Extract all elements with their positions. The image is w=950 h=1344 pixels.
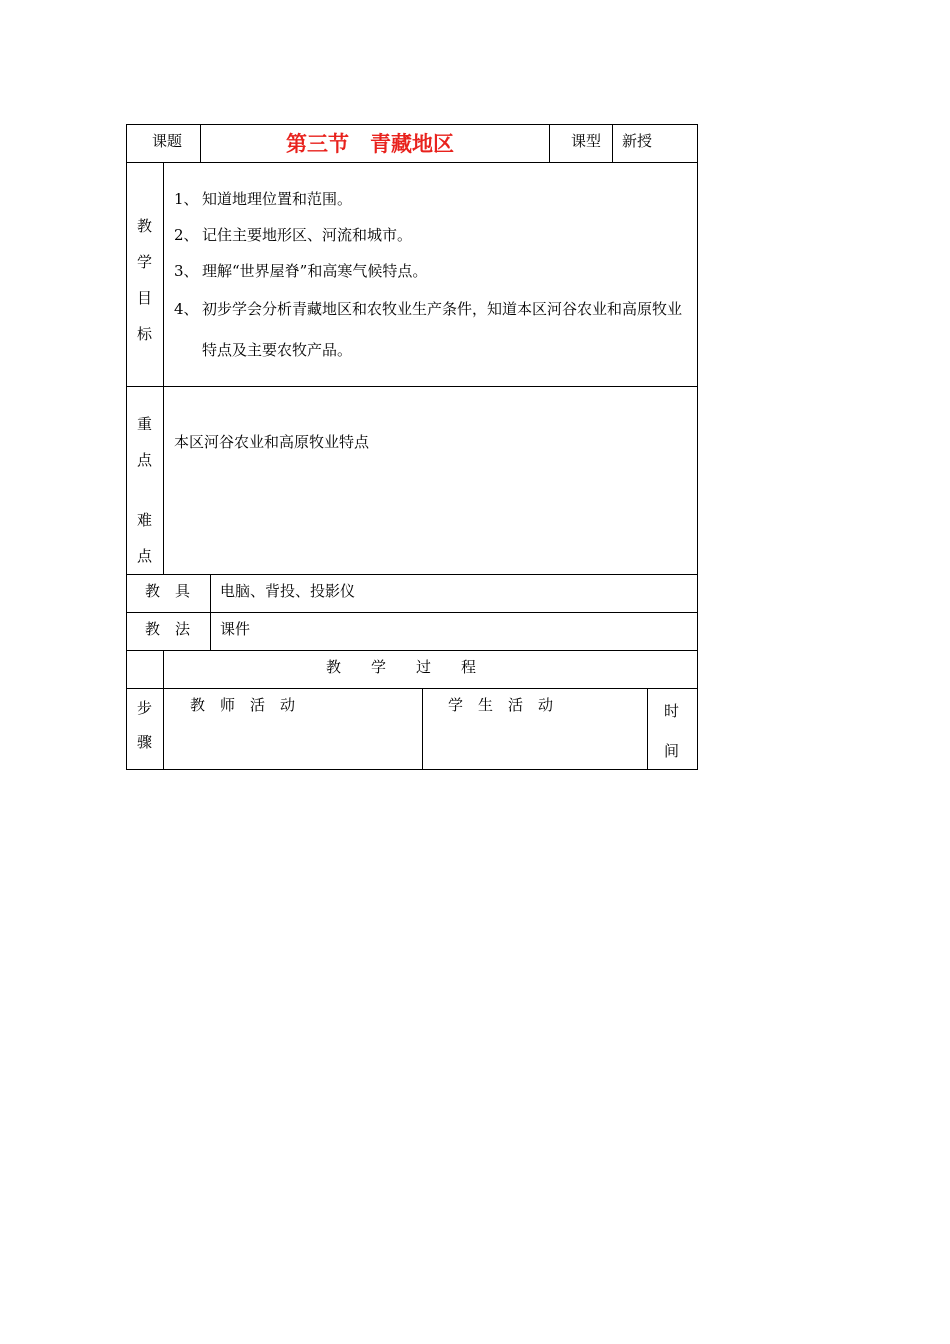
goals-label-char: 教 <box>137 217 153 235</box>
goal-text: 记住主要地形区、河流和城市。 <box>202 226 413 244</box>
goal-item <box>174 181 694 217</box>
student-activity-label: 学 生 活 动 <box>448 696 554 714</box>
goals-label-cell <box>126 162 164 387</box>
key-points-content-cell <box>163 386 698 575</box>
time-label <box>664 691 679 771</box>
teacher-activity-cell <box>163 688 423 770</box>
topic-label: 课题 <box>152 132 183 150</box>
goals-list <box>174 181 694 371</box>
type-value-cell <box>612 124 698 163</box>
goals-label <box>137 208 152 352</box>
key-label-char: 点 <box>137 451 153 469</box>
title-cell <box>200 124 550 163</box>
type-label: 课型 <box>571 132 602 150</box>
step-label-cell <box>126 688 164 770</box>
goal-number: 2、 <box>174 226 199 244</box>
goal-item <box>174 217 694 253</box>
process-heading-cell <box>163 650 698 689</box>
tools-value: 电脑、背投、投影仪 <box>220 582 356 600</box>
tools-value-cell <box>210 574 698 613</box>
type-value: 新授 <box>622 132 653 150</box>
key-label-char: 重 <box>137 415 153 433</box>
step-label-char: 骤 <box>137 733 153 751</box>
topic-label-cell <box>126 124 201 163</box>
difficult-points-label <box>137 502 152 574</box>
method-label: 教 法 <box>145 620 191 638</box>
process-left-cell <box>126 650 164 689</box>
tools-label: 教 具 <box>145 582 191 600</box>
student-activity-cell <box>422 688 648 770</box>
goal-text: 初步学会分析青藏地区和农牧业生产条件，知道本区河谷农业和高原牧业特点及主要农牧产品。 <box>202 300 683 359</box>
goals-label-char: 学 <box>137 253 153 271</box>
goals-label-char: 目 <box>137 289 153 307</box>
goal-number: 1、 <box>174 190 199 208</box>
lesson-title: 第三节 青藏地区 <box>286 131 454 156</box>
method-label-cell <box>126 612 211 651</box>
difficult-label-char: 点 <box>137 547 153 565</box>
type-label-cell <box>549 124 613 163</box>
time-label-char: 时 <box>664 702 680 720</box>
goal-text: 知道地理位置和范围。 <box>202 190 353 208</box>
time-label-char: 间 <box>664 742 680 760</box>
goal-item <box>174 289 694 371</box>
difficult-label-char: 难 <box>137 511 153 529</box>
key-points-label <box>137 406 152 478</box>
method-value: 课件 <box>220 620 251 638</box>
method-value-cell <box>210 612 698 651</box>
key-points-text: 本区河谷农业和高原牧业特点 <box>174 433 370 451</box>
key-points-label-cell <box>126 386 164 575</box>
goals-content-cell <box>163 162 698 387</box>
tools-label-cell <box>126 574 211 613</box>
step-label-char: 步 <box>137 699 153 717</box>
goal-number: 4、 <box>174 300 199 318</box>
goal-text: 理解“世界屋脊”和高寒气候特点。 <box>202 262 428 280</box>
step-label <box>137 691 152 759</box>
goal-item <box>174 253 694 289</box>
time-label-cell <box>647 688 698 770</box>
goal-number: 3、 <box>174 262 199 280</box>
process-heading: 教 学 过 程 <box>326 658 477 676</box>
teacher-activity-label: 教 师 活 动 <box>190 696 296 714</box>
goals-label-char: 标 <box>137 325 153 343</box>
